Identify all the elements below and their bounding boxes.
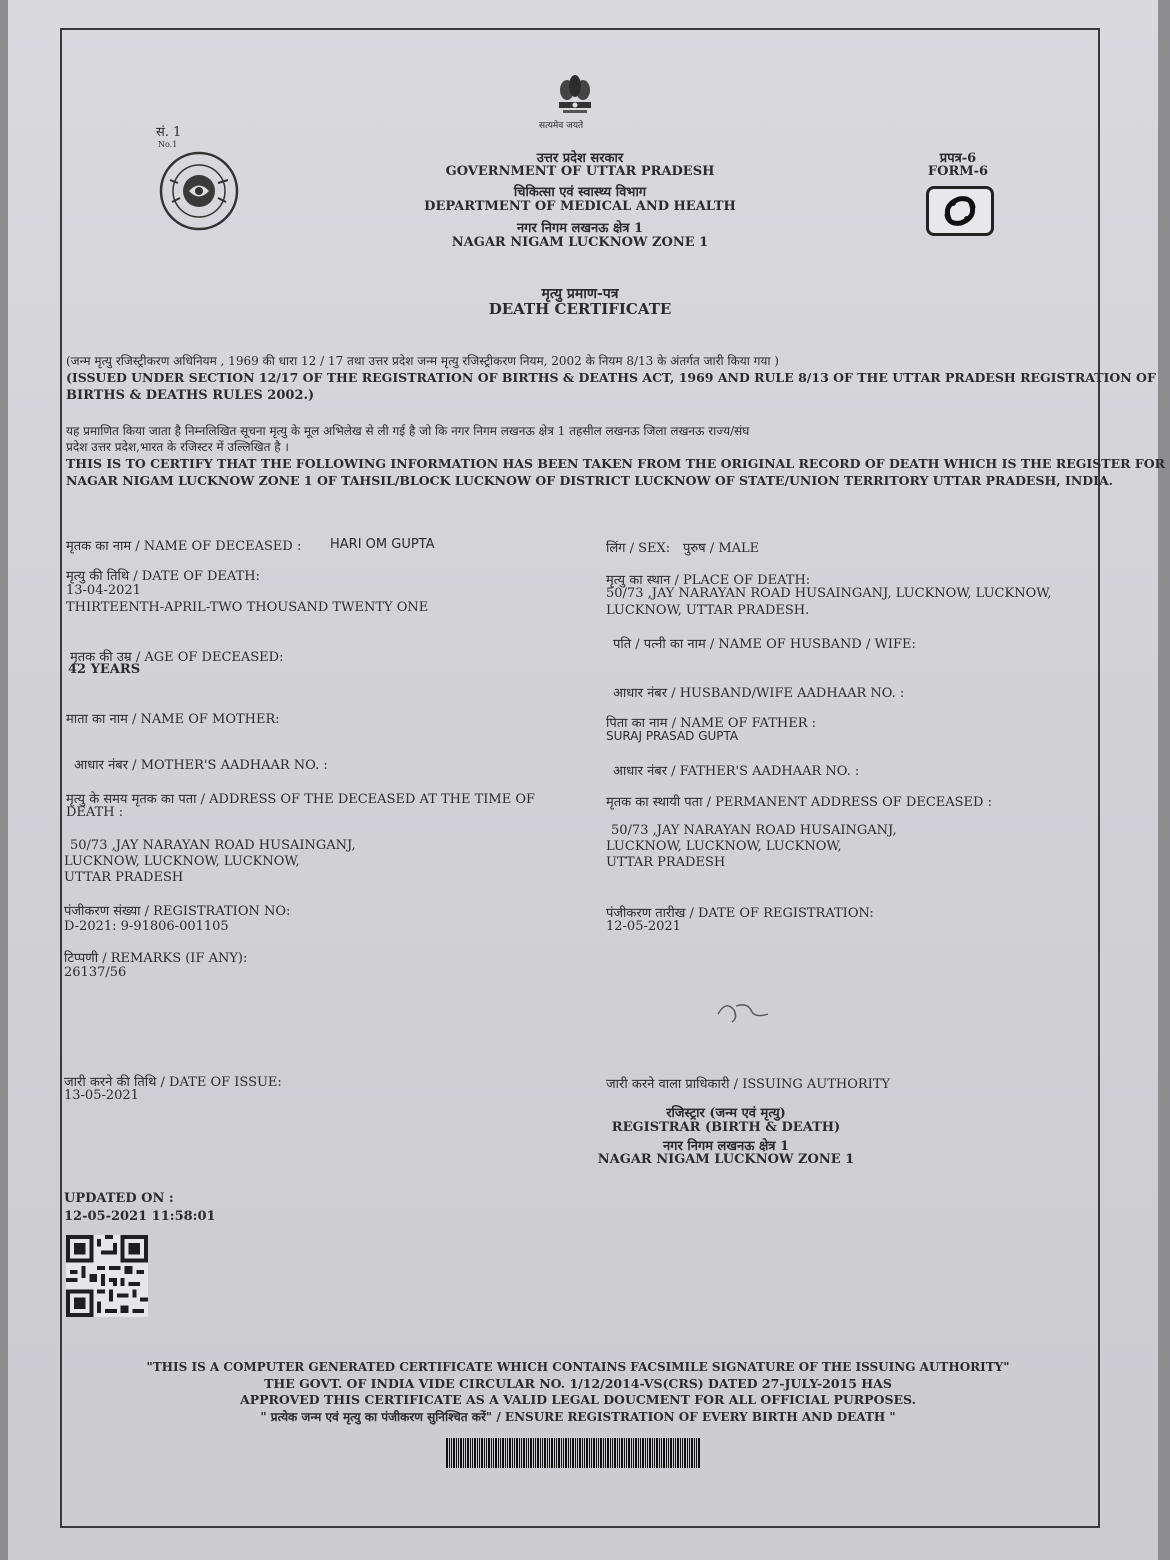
mother-aadhaar-label: आधार नंबर / MOTHER'S AADHAAR NO. : [74, 758, 328, 773]
signature-mark [708, 992, 778, 1028]
preamble-en-line2: BIRTHS & DEATHS RULES 2002.) [66, 388, 315, 403]
zone-hi: नगर निगम लखनऊ क्षेत्र 1 [516, 221, 644, 236]
place-of-death-line2: LUCKNOW, UTTAR PRADESH. [606, 603, 810, 618]
government-en: GOVERNMENT OF UTTAR PRADESH [445, 164, 715, 179]
place-of-death-line1: 50/73 ,JAY NARAYAN ROAD HUSAINGANJ, LUCKNOW, LUCKNOW, [606, 586, 1052, 601]
address-at-death-line2: LUCKNOW, LUCKNOW, LUCKNOW, [64, 854, 300, 869]
updated-on-value: 12-05-2021 11:58:01 [64, 1209, 216, 1224]
place-of-death-label: मृत्यु का स्थान / PLACE OF DEATH: [606, 573, 811, 588]
certify-en-line1: THIS IS TO CERTIFY THAT THE FOLLOWING INFORMATION HAS BEEN TAKEN FROM THE ORIGINAL RECORD OF DEATH WHICH IS THE REGISTER FOR [66, 456, 1165, 471]
age-of-deceased-value: 42 YEARS [68, 662, 141, 677]
updated-on-label: UPDATED ON : [64, 1191, 174, 1206]
date-of-death-value: 13-04-2021 [66, 583, 141, 598]
preamble-en-line1: (ISSUED UNDER SECTION 12/17 OF THE REGISTRATION OF BIRTHS & DEATHS ACT, 1969 AND RULE 8/13 OF THE UTTAR PRADESH REGISTRATION OF [66, 370, 1156, 385]
issuing-authority-label: जारी करने वाला प्राधिकारी / ISSUING AUTHORITY [606, 1077, 891, 1092]
footer-line3: APPROVED THIS CERTIFICATE AS A VALID LEGAL DOUCMENT FOR ALL OFFICIAL PURPOSES. [240, 1392, 916, 1407]
registration-no-value: D-2021: 9-91806-001105 [64, 919, 229, 934]
government-hi: उत्तर प्रदेश सरकार [536, 151, 624, 166]
serial-number-en: No.1 [158, 140, 178, 149]
date-of-registration-label: पंजीकरण तारीख / DATE OF REGISTRATION: [606, 906, 874, 921]
certificate-paper [8, 0, 1165, 1560]
title-hi: मृत्यु प्रमाण-पत्र [541, 286, 619, 302]
preamble-hi: (जन्म मृत्यु रजिस्ट्रीकरण अधिनियम , 1969 की धारा 12 / 17 तथा उत्तर प्रदेश जन्म मृत्यु रजिस्ट्रीकरण नियम, 2002 के नियम 8/13 के अंतर्गत जारी किया गया ) [66, 354, 779, 368]
footer-line1: "THIS IS A COMPUTER GENERATED CERTIFICATE WHICH CONTAINS FACSIMILE SIGNATURE OF THE ISSUING AUTHORITY" [146, 1360, 1010, 1374]
address-at-death-label-line2: DEATH : [66, 805, 124, 820]
name-of-father-value: SURAJ PRASAD GUPTA [606, 729, 739, 743]
barcode [446, 1438, 700, 1468]
name-of-deceased-value: HARI OM GUPTA [330, 537, 435, 552]
registrar-zone-en: NAGAR NIGAM LUCKNOW ZONE 1 [597, 1152, 855, 1167]
permanent-address-line1: 50/73 ,JAY NARAYAN ROAD HUSAINGANJ, [611, 823, 897, 838]
remarks-value: 26137/56 [64, 965, 127, 980]
registrar-hi: रजिस्ट्रार (जन्म एवं मृत्यु) [666, 1106, 786, 1121]
address-at-death-label-line1: मृत्यु के समय मृतक का पता / ADDRESS OF THE DECEASED AT THE TIME OF [66, 792, 536, 807]
date-of-death-label: मृत्यु की तिथि / DATE OF DEATH: [66, 569, 260, 584]
spouse-name-label: पति / पत्नी का नाम / NAME OF HUSBAND / WIFE: [613, 637, 916, 652]
remarks-label: टिप्पणी / REMARKS (IF ANY): [64, 951, 248, 966]
date-of-issue-value: 13-05-2021 [64, 1088, 139, 1103]
certify-en-line2: NAGAR NIGAM LUCKNOW ZONE 1 OF TAHSIL/BLOCK LUCKNOW OF DISTRICT LUCKNOW OF STATE/UNION TERRITORY UTTAR PRADESH, INDIA. [66, 473, 1114, 488]
form-number-en: FORM-6 [927, 164, 989, 179]
qr-code [66, 1235, 148, 1317]
name-of-mother-label: माता का नाम / NAME OF MOTHER: [66, 712, 280, 727]
age-of-deceased-label: मृतक की उम्र / AGE OF DECEASED: [70, 650, 284, 665]
department-hi: चिकित्सा एवं स्वास्थ्य विभाग [513, 185, 647, 200]
department-en: DEPARTMENT OF MEDICAL AND HEALTH [424, 199, 736, 214]
emblem-motto: सत्यमेव जयते [539, 121, 584, 131]
certificate-border [60, 28, 1100, 1528]
title-en: DEATH CERTIFICATE [488, 300, 672, 318]
registrar-zone-hi: नगर निगम लखनऊ क्षेत्र 1 [662, 1139, 790, 1154]
form-number-hi: प्रपत्र-6 [939, 151, 977, 166]
zone-en: NAGAR NIGAM LUCKNOW ZONE 1 [451, 235, 709, 250]
up-government-seal-icon [158, 150, 240, 232]
permanent-address-label: मृतक का स्थायी पता / PERMANENT ADDRESS OF DECEASED : [606, 795, 992, 810]
date-of-issue-label: जारी करने की तिथि / DATE OF ISSUE: [64, 1075, 282, 1090]
sex-label: लिंग / SEX: [606, 541, 671, 556]
date-of-registration-value: 12-05-2021 [606, 919, 681, 934]
name-of-deceased-label: मृतक का नाम / NAME OF DECEASED : [66, 539, 302, 554]
father-aadhaar-label: आधार नंबर / FATHER'S AADHAAR NO. : [613, 764, 860, 779]
registration-no-label: पंजीकरण संख्या / REGISTRATION NO: [64, 904, 291, 919]
ashoka-emblem-icon [553, 72, 597, 118]
serial-number-hi: सं. 1 [156, 125, 182, 140]
certify-hi-line2: प्रदेश उत्तर प्रदेश,भारत के रजिस्टर में उल्लिखित है । [66, 440, 289, 454]
date-of-death-words: THIRTEENTH-APRIL-TWO THOUSAND TWENTY ONE [66, 600, 429, 615]
address-at-death-line1: 50/73 ,JAY NARAYAN ROAD HUSAINGANJ, [70, 838, 356, 853]
spouse-aadhaar-label: आधार नंबर / HUSBAND/WIFE AADHAAR NO. : [613, 686, 905, 701]
footer-line4: " प्रत्येक जन्म एवं मृत्यु का पंजीकरण सुनिश्चित करें" / ENSURE REGISTRATION OF EVERY BIRTH AND DEATH " [260, 1410, 896, 1424]
name-of-father-label: पिता का नाम / NAME OF FATHER : [606, 716, 817, 731]
footer-line2: THE GOVT. OF INDIA VIDE CIRCULAR NO. 1/12/2014-VS(CRS) DATED 27-JULY-2015 HAS [264, 1376, 892, 1391]
registrar-en: REGISTRAR (BIRTH & DEATH) [611, 1120, 841, 1135]
address-at-death-line3: UTTAR PRADESH [64, 870, 184, 885]
certify-hi-line1: यह प्रमाणित किया जाता है निम्नलिखित सूचना मृत्यु के मूल अभिलेख से ली गई है जो कि नगर निगम लखनऊ क्षेत्र 1 तहसील लखनऊ जिला लखनऊ राज्य/संघ [66, 424, 750, 438]
registration-logo-icon [926, 186, 994, 236]
sex-value: पुरुष / MALE [683, 541, 760, 556]
permanent-address-line3: UTTAR PRADESH [606, 855, 726, 870]
permanent-address-line2: LUCKNOW, LUCKNOW, LUCKNOW, [606, 839, 842, 854]
